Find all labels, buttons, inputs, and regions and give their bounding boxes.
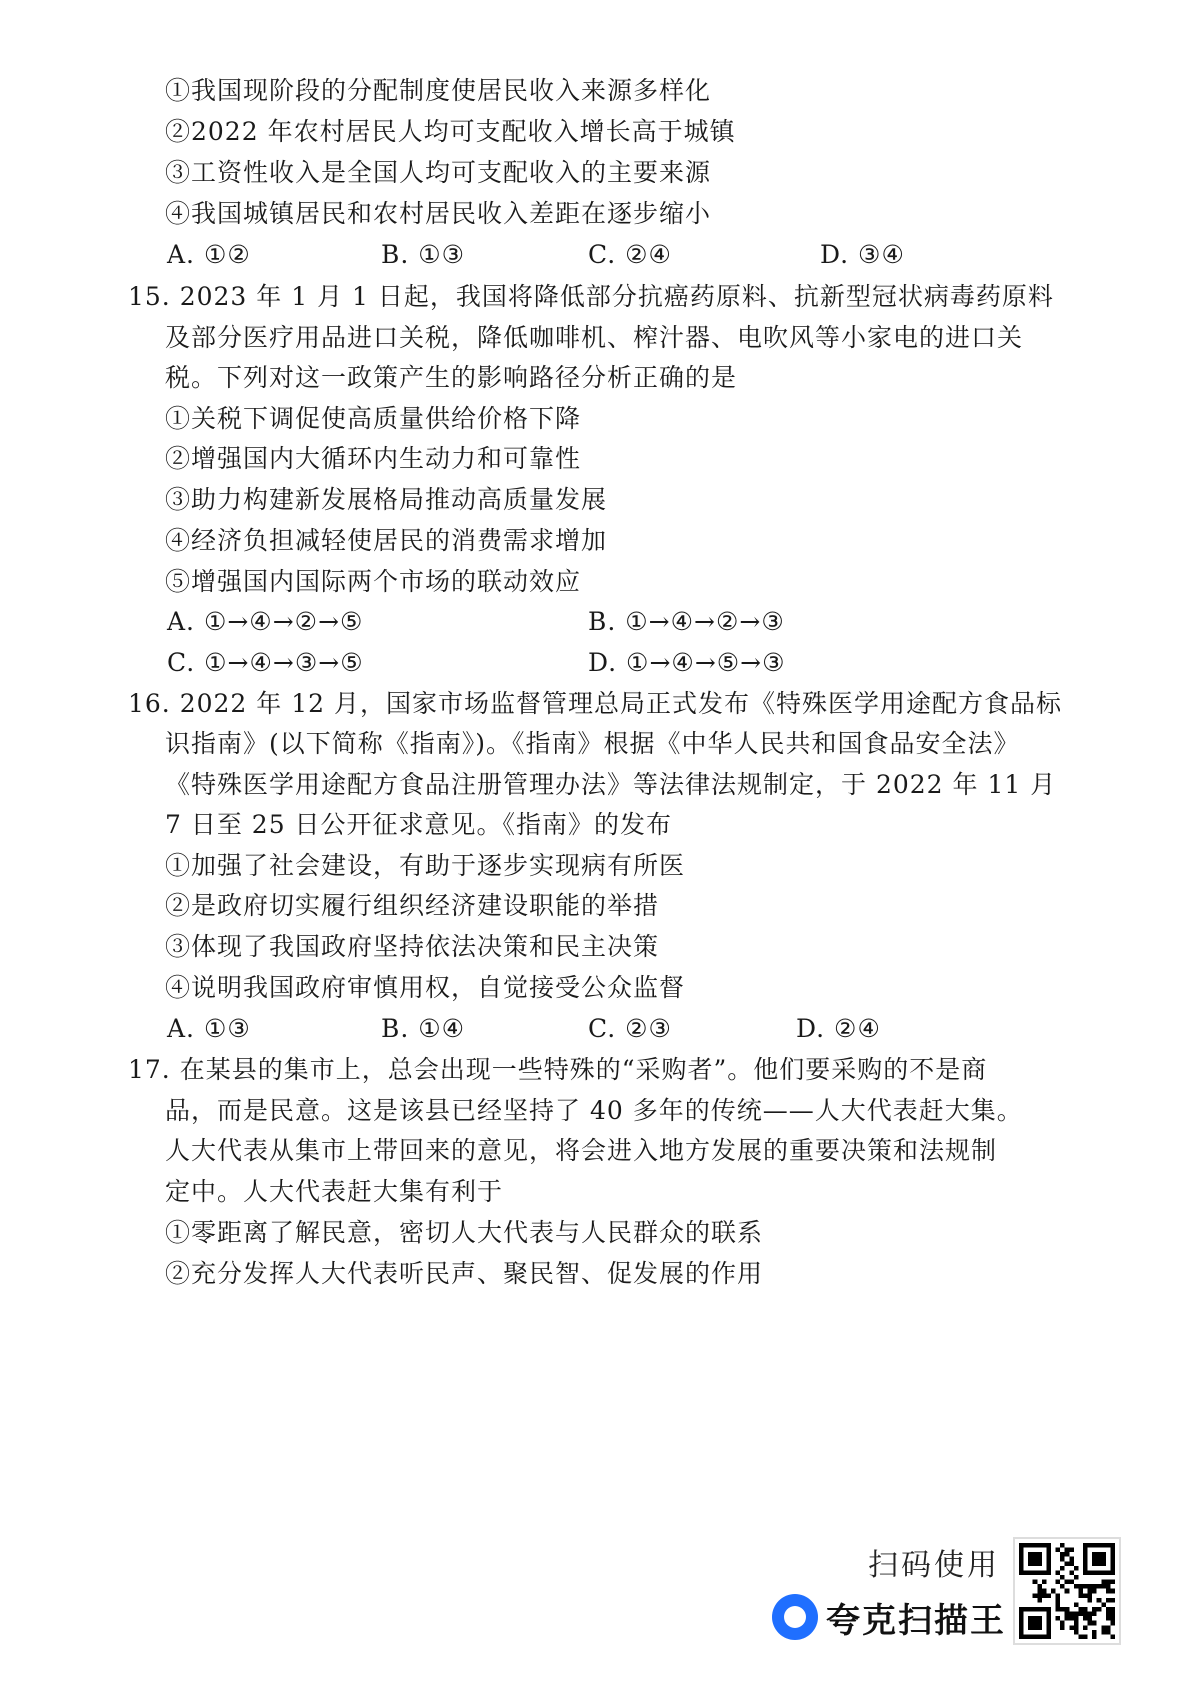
q15-option-d: D. ①→④→⑤→③ [588,648,786,677]
q14-statement-1: ①我国现阶段的分配制度使居民收入来源多样化 [165,76,712,105]
q15-stem-line-1: 15. 2023 年 1 月 1 日起，我国将降低部分抗癌药原料、抗新型冠状病毒药原料 [128,282,1054,311]
q16-statement-2: ②是政府切实履行组织经济建设职能的举措 [165,891,660,920]
q14-statement-2: ②2022 年农村居民人均可支配收入增长高于城镇 [165,117,736,146]
scanner-brand [772,1592,1006,1642]
q15-statement-4: ④经济负担减轻使居民的消费需求增加 [165,526,608,555]
qr-code-icon[interactable] [1013,1537,1121,1645]
q17-stem-line-2: 品，而是民意。这是该县已经坚持了 40 多年的传统——人大代表赶大集。 [165,1096,1023,1125]
q15-statement-2: ②增强国内大循环内生动力和可靠性 [165,444,582,473]
q16-stem-line-1: 16. 2022 年 12 月，国家市场监督管理总局正式发布《特殊医学用途配方食品标 [128,689,1062,718]
quark-logo-icon [772,1594,818,1640]
q15-statement-3: ③助力构建新发展格局推动高质量发展 [165,485,608,514]
q15-option-a: A. ①→④→②→⑤ [167,607,364,636]
q15-option-b: B. ①→④→②→③ [588,607,785,636]
q16-statement-4: ④说明我国政府审慎用权，自觉接受公众监督 [165,973,686,1002]
q16-stem-line-3: 《特殊医学用途配方食品注册管理办法》等法律法规制定，于 2022 年 11 月 [165,770,1057,799]
q16-stem-line-4: 7 日至 25 日公开征求意见。《指南》的发布 [165,810,673,839]
q17-stem-line-1: 17. 在某县的集市上，总会出现一些特殊的“采购者”。他们要采购的不是商 [128,1055,988,1084]
q15-stem-line-2: 及部分医疗用品进口关税，降低咖啡机、榨汁器、电吹风等小家电的进口关 [165,323,1024,352]
q16-option-c: C. ②③ [588,1014,672,1043]
q15-stem-line-3: 税。下列对这一政策产生的影响路径分析正确的是 [165,363,738,392]
brand-name: 夸克扫描王 [826,1600,1006,1641]
q17-stem-line-4: 定中。人大代表赶大集有利于 [165,1177,504,1206]
q14-option-c: C. ②④ [588,240,672,269]
q16-statement-1: ①加强了社会建设，有助于逐步实现病有所医 [165,851,686,880]
q16-option-d: D. ②④ [796,1014,881,1043]
q15-statement-5: ⑤增强国内国际两个市场的联动效应 [165,567,582,596]
q14-statement-3: ③工资性收入是全国人均可支配收入的主要来源 [165,158,712,187]
q17-statement-2: ②充分发挥人大代表听民声、聚民智、促发展的作用 [165,1259,764,1288]
q14-option-a: A. ①② [167,240,251,269]
scan-to-use-label: 扫码使用 [868,1548,1000,1583]
q15-option-c: C. ①→④→③→⑤ [167,648,364,677]
q14-option-b: B. ①③ [381,240,466,269]
q16-statement-3: ③体现了我国政府坚持依法决策和民主决策 [165,932,660,961]
q16-option-a: A. ①③ [167,1014,251,1043]
q15-statement-1: ①关税下调促使高质量供给价格下降 [165,404,582,433]
q17-stem-line-3: 人大代表从集市上带回来的意见，将会进入地方发展的重要决策和法规制 [165,1136,998,1165]
q16-option-b: B. ①④ [381,1014,466,1043]
q14-option-d: D. ③④ [820,240,905,269]
q14-statement-4: ④我国城镇居民和农村居民收入差距在逐步缩小 [165,199,712,228]
q16-stem-line-2: 识指南》(以下简称《指南》)。《指南》根据《中华人民共和国食品安全法》 [165,729,1020,758]
q17-statement-1: ①零距离了解民意，密切人大代表与人民群众的联系 [165,1218,764,1247]
